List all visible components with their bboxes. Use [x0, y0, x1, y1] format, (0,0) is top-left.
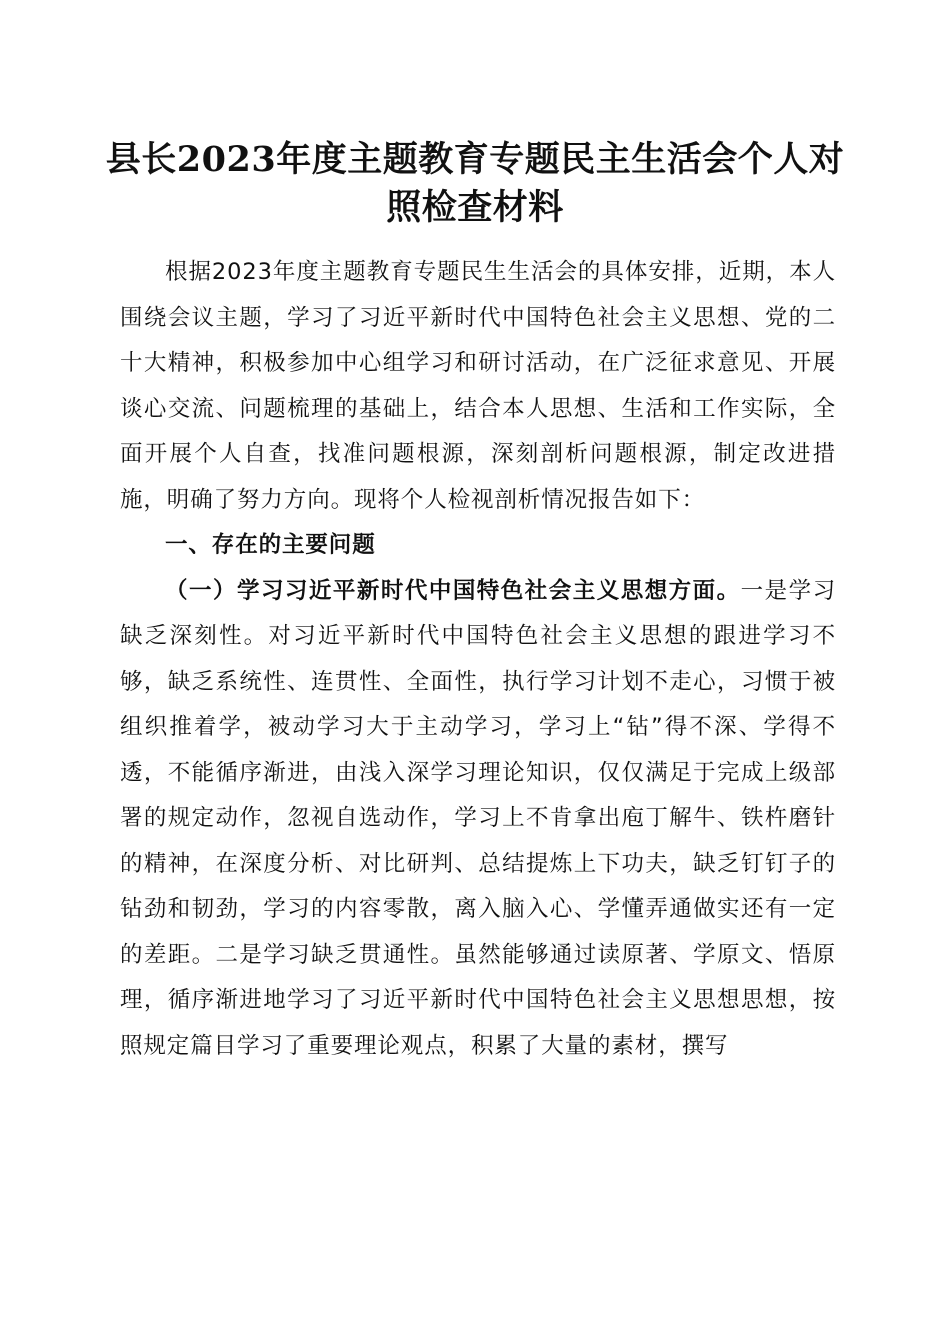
- subsection-paragraph: [120, 569, 836, 1070]
- subsection-heading: （一）学习习近平新时代中国特色社会主义思想方面。: [165, 577, 741, 604]
- intro-paragraph: 根据2023年度主题教育专题民生生活会的具体安排，近期，本人围绕会议主题，学习了习近平新时代中国特色社会主义思想、党的二十大精神，积极参加中心组学习和研讨活动，在广泛征求意见、开展谈心交流、问题梳理的基础上，结合本人思想、生活和工作实际，全面开展个人自查，找准问题根源，深刻剖析问题根源，制定改进措施，明确了努力方向。现将个人检视剖析情况报告如下：: [120, 259, 836, 513]
- document-body: [120, 250, 836, 1069]
- section-heading: 一、存在的主要问题: [165, 532, 376, 558]
- subsection-body: 一是学习缺乏深刻性。对习近平新时代中国特色社会主义思想的跟进学习不够，缺乏系统性、连贯性、全面性，执行学习计划不走心，习惯于被组织推着学，被动学习大于主动学习，学习上“钻”得不深、学得不透，不能循序渐进，由浅入深学习理论知识，仅仅满足于完成上级部署的规定动作，忽视自选动作，学习上不肯拿出庖丁解牛、铁杵磨针的精神，在深度分析、对比研判、总结提炼上下功夫，缺乏钉钉子的钻劲和韧劲，学习的内容零散，离入脑入心、学懂弄通做实还有一定的差距。二是学习缺乏贯通性。虽然能够通过读原著、学原文、悟原理，循序渐进地学习了习近平新时代中国特色社会主义思想思想，按照规定篇目学习了重要理论观点，积累了大量的素材，撰写: [120, 577, 836, 1059]
- document-title: 县长2023年度主题教育专题民主生活会个人对照检查材料: [105, 139, 845, 228]
